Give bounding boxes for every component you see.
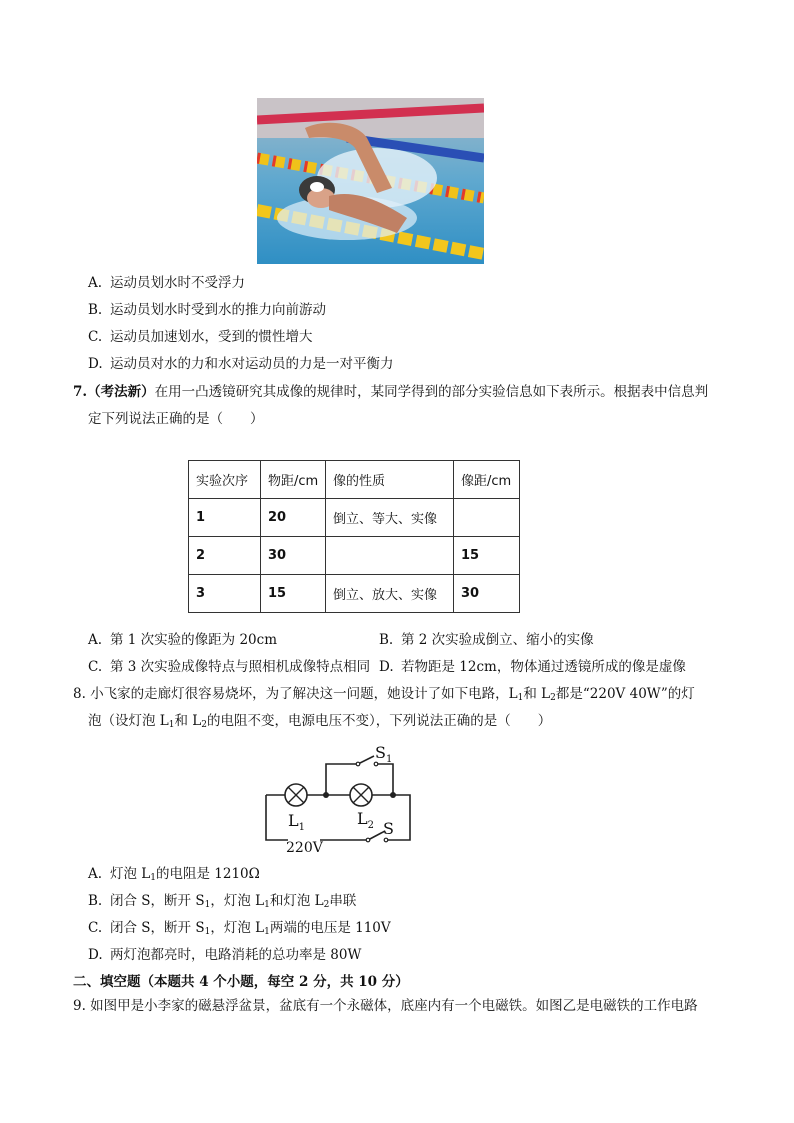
q6-option-b: B. 运动员划水时受到水的推力向前游动 <box>88 302 326 318</box>
q8-stem-line2: 泡（设灯泡 $L_1$和 $L_2$的电阻不变，电源电压不变），下列说法正确的是（ ） <box>88 713 552 730</box>
table-row <box>189 575 520 613</box>
table-header: 实验次序 <box>189 461 261 499</box>
table-cell <box>326 537 454 575</box>
lamp-l1-label: $L_1$ <box>288 811 305 833</box>
q7-stem-line1: 7.（考法新）在用一凸透镜研究其成像的规律时，某同学得到的部分实验信息如下表所示。根据表中信息判 <box>73 384 709 400</box>
lamp-l2-label: $L_2$ <box>357 809 374 831</box>
q7-option-c: C. 第 3 次实验成像特点与照相机成像特点相同 <box>88 659 371 675</box>
q7-option-a: A. 第 1 次实验的像距为 20cm <box>88 632 278 648</box>
swimmer-photo <box>257 98 484 264</box>
q7-stem-line2: 定下列说法正确的是（ ） <box>88 411 264 427</box>
table-cell: 倒立、等大、实像 <box>326 499 454 537</box>
q9-stem: 9. 如图甲是小李家的磁悬浮盆景，盆底有一个永磁体，底座内有一个电磁铁。如图乙是电磁铁的工作电路 <box>73 998 698 1014</box>
table-header: 像距/cm <box>454 461 520 499</box>
q6-option-c: C. 运动员加速划水，受到的惯性增大 <box>88 329 313 345</box>
table-cell: 2 <box>189 537 261 575</box>
switch-s-label: S <box>383 819 394 838</box>
table-cell <box>454 499 520 537</box>
table-header: 像的性质 <box>326 461 454 499</box>
table-cell: 1 <box>189 499 261 537</box>
q8-option-a: A. 灯泡 $L_1$的电阻是 1210Ω <box>88 866 260 883</box>
table-cell: 30 <box>454 575 520 613</box>
table-cell: 30 <box>261 537 326 575</box>
table-header-row <box>189 461 520 499</box>
table-cell: 20 <box>261 499 326 537</box>
q6-option-d: D. 运动员对水的力和水对运动员的力是一对平衡力 <box>88 356 394 372</box>
q8-option-c: C. 闭合 S，断开 $S_1$，灯泡 $L_1$两端的电压是 110V <box>88 920 391 937</box>
switch-s1-label: $S_1$ <box>375 743 393 765</box>
q8-option-d: D. 两灯泡都亮时，电路消耗的总功率是 80W <box>88 947 362 963</box>
table-cell: 3 <box>189 575 261 613</box>
table-row <box>189 537 520 575</box>
lamp-l2-symbol <box>350 784 372 806</box>
table-cell: 倒立、放大、实像 <box>326 575 454 613</box>
table-row <box>189 499 520 537</box>
q7-option-b: B. 第 2 次实验成倒立、缩小的实像 <box>379 632 594 648</box>
junction-dot <box>390 792 396 798</box>
experiment-table <box>188 460 520 613</box>
q8-stem-line1: 8. 小飞家的走廊灯很容易烧坏，为了解决这一问题，她设计了如下电路，$L_1$和 $L_2$都是“220V 40W”的灯 <box>73 686 695 703</box>
section-heading: 二、填空题（本题共 4 个小题，每空 2 分，共 10 分） <box>73 974 409 990</box>
swimmer-image <box>257 98 484 264</box>
circuit-diagram <box>258 740 418 855</box>
lamp-l1-symbol <box>285 784 307 806</box>
q7-option-d: D. 若物距是 12cm，物体通过透镜所成的像是虚像 <box>379 659 686 675</box>
junction-dot <box>323 792 329 798</box>
voltage-label: 220V <box>286 840 323 855</box>
table-cell: 15 <box>261 575 326 613</box>
q8-option-b: B. 闭合 S，断开 $S_1$，灯泡 $L_1$和灯泡 $L_2$串联 <box>88 893 357 910</box>
table-cell: 15 <box>454 537 520 575</box>
q6-option-a: A. 运动员划水时不受浮力 <box>88 275 245 291</box>
table-header: 物距/cm <box>261 461 326 499</box>
